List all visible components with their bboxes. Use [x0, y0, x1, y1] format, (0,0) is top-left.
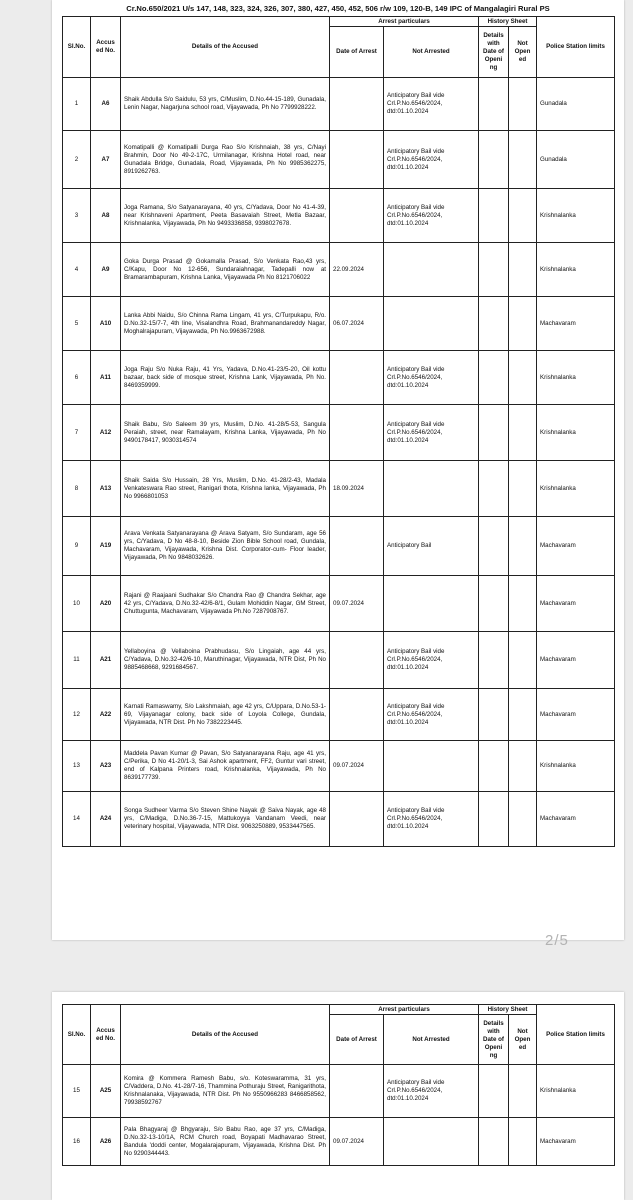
history-details-cell	[479, 461, 509, 517]
table-row	[63, 131, 615, 189]
not-arrested-cell	[384, 297, 479, 351]
accused-no-cell: A10	[91, 297, 121, 351]
accused-details-cell: Joga Raju S/o Nuka Raju, 41 Yrs, Yadava, D.No.41-23/5-20, Oil kottu bazaar, back side of mosque street, Krishna Lank, Vijayawada, Ph No. 8469359999.	[121, 351, 330, 405]
accused-details-cell: Joga Ramana, S/o Satyanarayana, 40 yrs, C/Yadava, Door No 41-4-39, near Krishnaveni Apartment, Peeta Basavaiah Street, Metla Bazaar, Krishnalanka, Vijayawada, Ph No 9493336858, 9398027678.	[121, 189, 330, 243]
history-not-opened-cell	[509, 405, 537, 461]
history-details-cell	[479, 189, 509, 243]
not-arrested-cell: Anticipatory Bail vide Crl.P.No.6546/2024, dtd:01.10.2024	[384, 792, 479, 847]
date-of-arrest-cell	[330, 689, 384, 741]
police-station-cell: Gunadala	[537, 131, 615, 189]
date-of-arrest-cell: 09.07.2024	[330, 741, 384, 792]
date-of-arrest-cell: 18.09.2024	[330, 461, 384, 517]
date-of-arrest-cell	[330, 1065, 384, 1118]
not-arrested-cell: Anticipatory Bail	[384, 517, 479, 576]
history-details-cell	[479, 131, 509, 189]
police-station-header: Police Station limits	[537, 1005, 615, 1065]
sl-no-cell: 5	[63, 297, 91, 351]
history-details-cell	[479, 741, 509, 792]
table-row	[63, 405, 615, 461]
table-row	[63, 632, 615, 689]
date-of-arrest-header: Date of Arrest	[330, 1015, 384, 1065]
history-not-opened-cell	[509, 1065, 537, 1118]
police-station-cell: Krishnalanka	[537, 461, 615, 517]
not-arrested-cell: Anticipatory Bail vide Crl.P.No.6546/2024, dtd:01.10.2024	[384, 1065, 479, 1118]
not-arrested-header: Not Arrested	[384, 27, 479, 78]
not-arrested-cell: Anticipatory Bail vide Crl.P.No.6546/2024, dtd:01.10.2024	[384, 78, 479, 131]
accused-no-cell: A7	[91, 131, 121, 189]
not-arrested-cell: Anticipatory Bail vide Crl.P.No.6546/2024, dtd:01.10.2024	[384, 632, 479, 689]
history-not-opened-cell	[509, 131, 537, 189]
not-arrested-cell: Anticipatory Bail vide Crl.P.No.6546/2024, dtd:01.10.2024	[384, 405, 479, 461]
history-details-cell	[479, 351, 509, 405]
police-station-cell: Machavaram	[537, 1118, 615, 1166]
accused-details-cell: Maddela Pavan Kumar @ Pavan, S/o Satyanarayana Raju, age 41 yrs, C/Perika, D No 41-20/1-3, Sai Ashok apartment, FF2, Guntur vari street, end of Kalpana Printers road, Krishnalanka, Vijayawada, Ph No 8639177739.	[121, 741, 330, 792]
police-station-cell: Krishnalanka	[537, 351, 615, 405]
not-arrested-header: Not Arrested	[384, 1015, 479, 1065]
sl-no-cell: 4	[63, 243, 91, 297]
table-row	[63, 741, 615, 792]
history-not-opened-cell	[509, 741, 537, 792]
date-of-arrest-cell	[330, 517, 384, 576]
sl-no-cell: 13	[63, 741, 91, 792]
sl-no-cell: 14	[63, 792, 91, 847]
history-sheet-header: History Sheet	[479, 1005, 537, 1015]
accused-table-continued	[62, 1004, 615, 1166]
history-not-opened-cell	[509, 78, 537, 131]
table-row	[63, 78, 615, 131]
accused-details-cell: Komatipalli @ Komatipalli Durga Rao S/o Krishnaiah, 38 yrs, C/Nayi Brahmin, Door No 49-2-17C, Urmilanagar, Krishna Hotel road, near Gunadala Bridge, Gunadala, Road, Vijayawada, Ph No 9985362275, 8919262763.	[121, 131, 330, 189]
date-of-arrest-cell	[330, 405, 384, 461]
table-row	[63, 189, 615, 243]
table-row	[63, 461, 615, 517]
page-indicator: 2/5	[545, 932, 569, 949]
not-arrested-cell: Anticipatory Bail vide Crl.P.No.6546/2024, dtd:01.10.2024	[384, 131, 479, 189]
date-of-arrest-cell	[330, 131, 384, 189]
accused-no-cell: A19	[91, 517, 121, 576]
accused-no-header: Accus ed No.	[91, 17, 121, 78]
accused-no-cell: A13	[91, 461, 121, 517]
document-page-2	[52, 0, 624, 940]
table-row	[63, 351, 615, 405]
police-station-cell: Krishnalanka	[537, 741, 615, 792]
history-details-cell	[479, 576, 509, 632]
details-with-date-header: Details with Date of Openi ng	[479, 27, 509, 78]
details-with-date-header: Details with Date of Openi ng	[479, 1015, 509, 1065]
accused-details-cell: Shaik Abdulla S/o Saidulu, 53 yrs, C/Muslim, D.No.44-15-189, Gunadala, Lenin Nagar, Nagarjuna school road, Vijayawada, Ph No 7799928222.	[121, 78, 330, 131]
table-row	[63, 1118, 615, 1166]
sl-no-cell: 15	[63, 1065, 91, 1118]
date-of-arrest-cell	[330, 351, 384, 405]
accused-no-cell: A21	[91, 632, 121, 689]
accused-details-cell: Karnati Ramaswamy, S/o Lakshmaiah, age 42 yrs, C/Uppara, D.No.53-1-69, Vijayanagar colony, back side of Loyola College, Gundala, Vijayawada, NTR Dist. Ph No 7382223445.	[121, 689, 330, 741]
accused-details-cell: Songa Sudheer Varma S/o Steven Shine Nayak @ Saiva Nayak, age 48 yrs, C/Madiga, D.No.36-7-15, Mattukoyya Vandanam Veedi, near veterinary hospital, Vijayawada, NTR Dist. 9063250889, 9533447565.	[121, 792, 330, 847]
accused-no-cell: A23	[91, 741, 121, 792]
accused-details-cell: Shaik Babu, S/o Saleem 39 yrs, Muslim, D.No. 41-28/5-53, Sangula Peraiah, street, near Ramalayam, Krishna Lanka, Vijayawada, Ph No 9490178417, 9030314574	[121, 405, 330, 461]
details-header: Details of the Accused	[121, 17, 330, 78]
history-details-cell	[479, 1065, 509, 1118]
sl-no-cell: 10	[63, 576, 91, 632]
sl-no-cell: 8	[63, 461, 91, 517]
accused-no-cell: A20	[91, 576, 121, 632]
date-of-arrest-cell: 09.07.2024	[330, 576, 384, 632]
police-station-cell: Machavaram	[537, 297, 615, 351]
history-details-cell	[479, 517, 509, 576]
history-details-cell	[479, 689, 509, 741]
not-arrested-cell	[384, 741, 479, 792]
not-opened-header: Not Open ed	[509, 27, 537, 78]
table-row	[63, 1065, 615, 1118]
table-row	[63, 689, 615, 741]
history-details-cell	[479, 405, 509, 461]
date-of-arrest-cell	[330, 632, 384, 689]
history-not-opened-cell	[509, 517, 537, 576]
sl-no-header: Sl.No.	[63, 1005, 91, 1065]
history-not-opened-cell	[509, 189, 537, 243]
not-arrested-cell	[384, 576, 479, 632]
history-not-opened-cell	[509, 576, 537, 632]
police-station-cell: Krishnalanka	[537, 189, 615, 243]
history-sheet-header: History Sheet	[479, 17, 537, 27]
sl-no-cell: 3	[63, 189, 91, 243]
history-details-cell	[479, 632, 509, 689]
police-station-cell: Krishnalanka	[537, 1065, 615, 1118]
accused-details-cell: Pala Bhagyaraj @ Bhgyaraju, S/o Babu Rao, age 37 yrs, C/Madiga, D.No.32-13-10/1A, RCM Church road, Boyapati Madhavarao Street, Bandula 'doddi center, Mogalarajapuram, Vijayawada, Krishna Dist. Ph No 9290344443.	[121, 1118, 330, 1166]
sl-no-cell: 9	[63, 517, 91, 576]
date-of-arrest-cell: 22.09.2024	[330, 243, 384, 297]
accused-no-cell: A26	[91, 1118, 121, 1166]
date-of-arrest-cell	[330, 792, 384, 847]
accused-no-header: Accus ed No.	[91, 1005, 121, 1065]
details-header: Details of the Accused	[121, 1005, 330, 1065]
document-page-3	[52, 992, 624, 1200]
history-not-opened-cell	[509, 1118, 537, 1166]
police-station-cell: Machavaram	[537, 792, 615, 847]
sl-no-cell: 11	[63, 632, 91, 689]
accused-details-cell: Komira @ Kommera Ramesh Babu, s/o. Koteswaramma, 31 yrs, C/Vaddera, D.No. 41-28/7-16, Thammina Pothuraju Street, Ranigarithota, Krishnalanaka, Vijayawada, NTR Dist. Ph No 9550966283 8466858562, 79938592767	[121, 1065, 330, 1118]
accused-no-cell: A6	[91, 78, 121, 131]
police-station-cell: Krishnalanka	[537, 405, 615, 461]
sl-no-cell: 2	[63, 131, 91, 189]
table-body	[63, 1065, 615, 1166]
accused-no-cell: A24	[91, 792, 121, 847]
history-details-cell	[479, 243, 509, 297]
table-row	[63, 576, 615, 632]
date-of-arrest-cell	[330, 78, 384, 131]
not-arrested-cell: Anticipatory Bail vide Crl.P.No.6546/2024, dtd:01.10.2024	[384, 189, 479, 243]
case-title: Cr.No.650/2021 U/s 147, 148, 323, 324, 326, 307, 380, 427, 450, 452, 506 r/w 109, 120-B, 149 IPC of Mangalagiri Rural PS	[126, 4, 550, 13]
not-arrested-cell	[384, 243, 479, 297]
history-not-opened-cell	[509, 461, 537, 517]
date-of-arrest-cell: 09.07.2024	[330, 1118, 384, 1166]
accused-no-cell: A9	[91, 243, 121, 297]
not-arrested-cell: Anticipatory Bail vide Crl.P.No.6546/2024, dtd:01.10.2024	[384, 351, 479, 405]
not-opened-header: Not Open ed	[509, 1015, 537, 1065]
accused-no-cell: A25	[91, 1065, 121, 1118]
not-arrested-cell	[384, 1118, 479, 1166]
accused-details-cell: Shaik Saida S/o Hussain, 28 Yrs, Muslim, D.No. 41-28/2-43, Madala Venkateswara Rao street, Ranigari thota, Krishna lanka, Vijayawada, Ph No 9966801053	[121, 461, 330, 517]
sl-no-cell: 16	[63, 1118, 91, 1166]
history-details-cell	[479, 792, 509, 847]
accused-details-cell: Rajani @ Raajaani Sudhakar S/o Chandra Rao @ Chandra Sekhar, age 42 yrs, C/Yadava, D.No.32-42/6-8/1, Gulam Mohiddin Nagar, GM Street, Chuttugunta, Machavaram, Vijayawada Ph.No 7287908767.	[121, 576, 330, 632]
history-not-opened-cell	[509, 632, 537, 689]
history-not-opened-cell	[509, 297, 537, 351]
history-details-cell	[479, 78, 509, 131]
police-station-cell: Machavaram	[537, 632, 615, 689]
police-station-header: Police Station limits	[537, 17, 615, 78]
arrest-particulars-header: Arrest particulars	[330, 1005, 479, 1015]
sl-no-cell: 6	[63, 351, 91, 405]
police-station-cell: Machavaram	[537, 689, 615, 741]
table-row	[63, 297, 615, 351]
police-station-cell: Gunadala	[537, 78, 615, 131]
table-row	[63, 243, 615, 297]
sl-no-cell: 7	[63, 405, 91, 461]
accused-table	[62, 16, 615, 847]
accused-details-cell: Lanka Abbi Naidu, S/o Chinna Rama Lingam, 41 yrs, C/Turpukapu, R/o. D.No.32-15/7-7, 4th line, Visalandhra Road, Brahmanandareddy Nagar, Moghalrajapuram, Vijayawada, Ph No.9963672988.	[121, 297, 330, 351]
sl-no-cell: 1	[63, 78, 91, 131]
police-station-cell: Machavaram	[537, 517, 615, 576]
table-row	[63, 517, 615, 576]
history-not-opened-cell	[509, 243, 537, 297]
accused-no-cell: A11	[91, 351, 121, 405]
accused-details-cell: Goka Durga Prasad @ Gokamalla Prasad, S/o Venkata Rao,43 yrs, C/Kapu, Door No 12-656, Sundaraiahnagar, Tadepalli now at Bramarambapuram, Krishna Lanka, Vijayawada Ph No 8121706022	[121, 243, 330, 297]
accused-details-cell: Yellaboyina @ Vellaboina Prabhudasu, S/o Lingaiah, age 44 yrs, C/Yadava, D.No.32-42/6-10, Maruthinagar, Vijayawada, NTR Dist, Ph No 9885468668, 9291684567.	[121, 632, 330, 689]
history-details-cell	[479, 297, 509, 351]
accused-no-cell: A12	[91, 405, 121, 461]
date-of-arrest-cell	[330, 189, 384, 243]
sl-no-header: Sl.No.	[63, 17, 91, 78]
table-body	[63, 78, 615, 847]
accused-details-cell: Arava Venkata Satyanarayana @ Arava Satyam, S/o Sundaram, age 56 yrs, C/Yadava, D No 48-8-10, Beside Zion Bible School road, Gundala, Machavaram, Vijayawada, Krishna Dist. Corporator-cum- Floor leader, Vijayawada, Ph No 9848032626.	[121, 517, 330, 576]
date-of-arrest-cell: 06.07.2024	[330, 297, 384, 351]
history-not-opened-cell	[509, 689, 537, 741]
not-arrested-cell	[384, 461, 479, 517]
accused-no-cell: A8	[91, 189, 121, 243]
arrest-particulars-header: Arrest particulars	[330, 17, 479, 27]
history-not-opened-cell	[509, 351, 537, 405]
not-arrested-cell: Anticipatory Bail vide Crl.P.No.6546/2024, dtd:01.10.2024	[384, 689, 479, 741]
history-not-opened-cell	[509, 792, 537, 847]
table-row	[63, 792, 615, 847]
accused-no-cell: A22	[91, 689, 121, 741]
police-station-cell: Machavaram	[537, 576, 615, 632]
history-details-cell	[479, 1118, 509, 1166]
police-station-cell: Krishnalanka	[537, 243, 615, 297]
date-of-arrest-header: Date of Arrest	[330, 27, 384, 78]
sl-no-cell: 12	[63, 689, 91, 741]
